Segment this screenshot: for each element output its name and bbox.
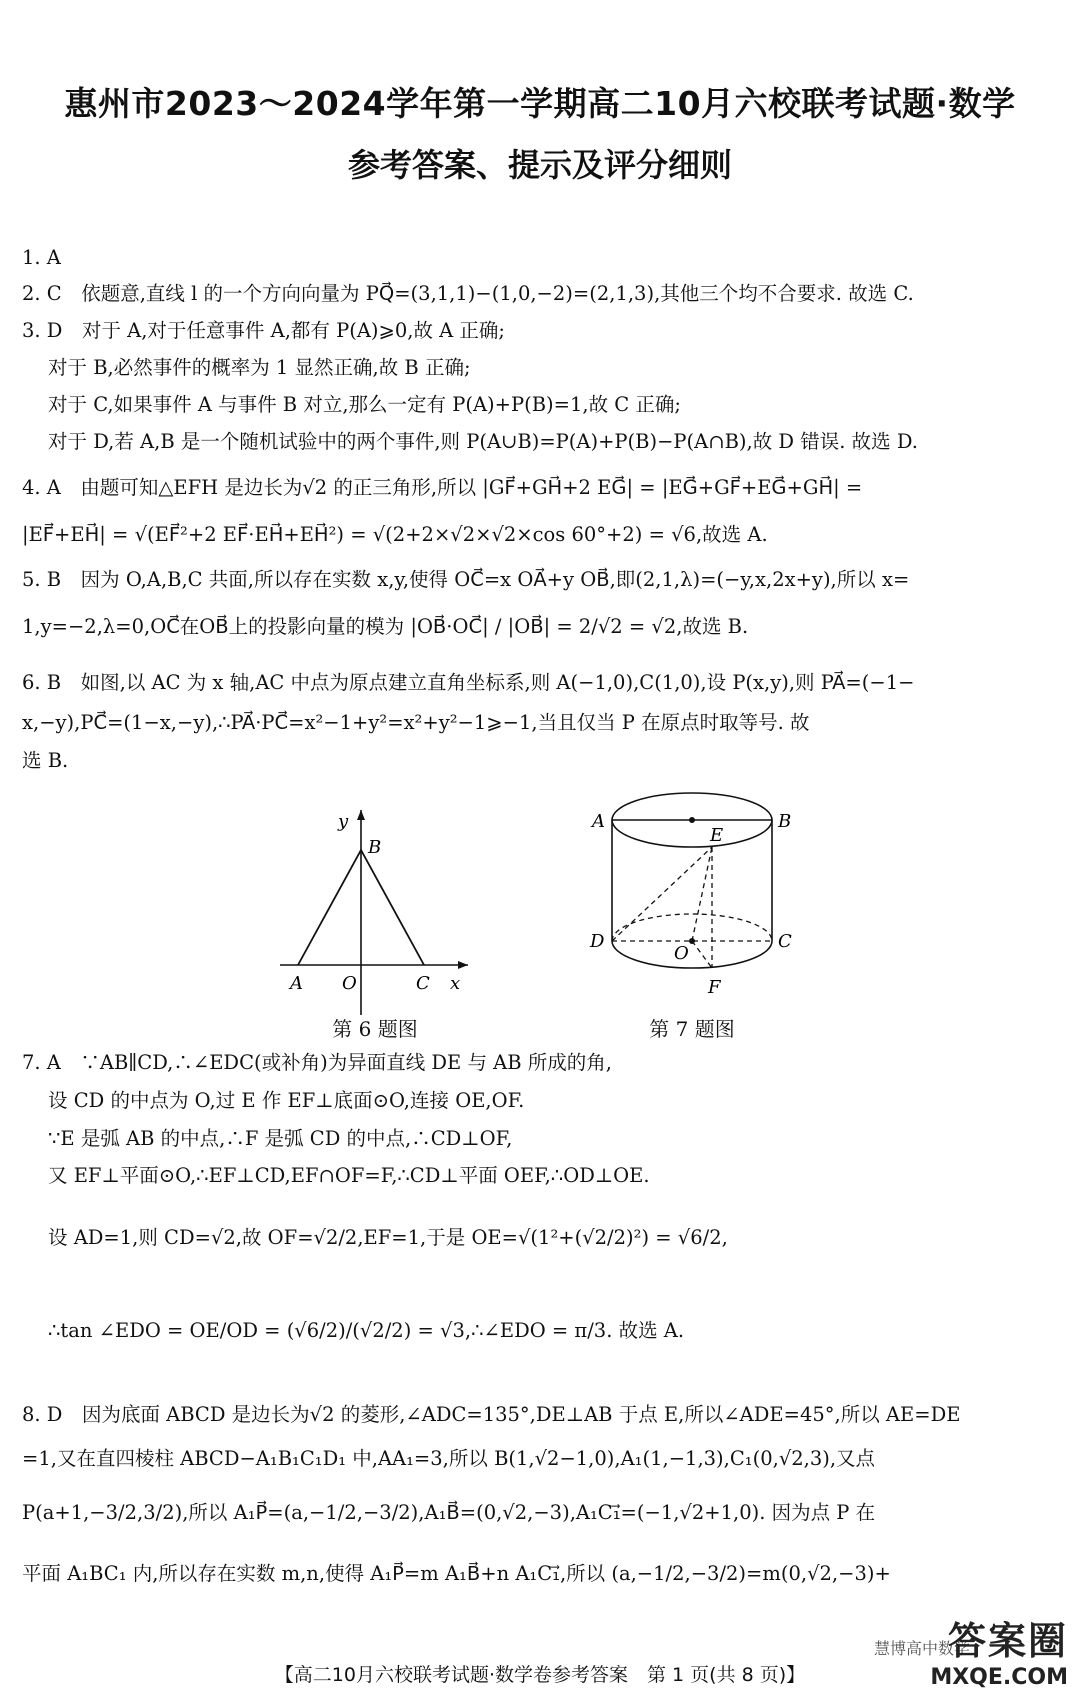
watermark-logo <box>930 1610 1068 1690</box>
label-e: E <box>710 825 724 846</box>
label-f: F <box>708 977 721 998</box>
label-d: D <box>590 931 605 952</box>
answer-line: 对于 B,必然事件的概率为 1 显然正确,故 B 正确; <box>48 356 471 379</box>
answer-line: 设 CD 的中点为 O,过 E 作 EF⊥底面⊙O,连接 OE,OF. <box>48 1089 525 1112</box>
answer-line: ∵E 是弧 AB 的中点,∴F 是弧 CD 的中点,∴CD⊥OF, <box>48 1127 513 1150</box>
answer-line: 5. B 因为 O,A,B,C 共面,所以存在实数 x,y,使得 OC⃗=x OA⃗+y OB⃗,即(2,1,λ)=(−y,x,2x+y),所以 x= <box>22 568 910 591</box>
label-a: A <box>290 973 303 994</box>
label-o: O <box>674 943 689 964</box>
page-subtitle: 参考答案、提示及评分细则 <box>347 146 732 184</box>
answer-line: 又 EF⊥平面⊙O,∴EF⊥CD,EF∩OF=F,∴CD⊥平面 OEF,∴OD⊥OE. <box>48 1164 650 1187</box>
answer-line: P(a+1,−3/2,3/2),所以 A₁P⃗=(a,−1/2,−3/2),A₁B⃗=(0,√2,−3),A₁C₁⃗=(−1,√2+1,0). 因为点 P 在 <box>22 1501 876 1524</box>
figure-6-caption: 第 6 题图 <box>332 1017 418 1041</box>
page-footer: 【高二10月六校联考试题·数学卷参考答案 第 1 页(共 8 页)】 <box>274 1664 806 1686</box>
label-x: x <box>450 973 461 994</box>
answer-line: 2. C 依题意,直线 l 的一个方向向量为 PQ⃗=(3,1,1)−(1,0,−2)=(2,1,3),其他三个均不合要求. 故选 C. <box>22 282 914 305</box>
figure-7-cylinder-diagram <box>580 785 800 1013</box>
answer-line: 1,y=−2,λ=0,OC⃗在OB⃗上的投影向量的模为 |OB⃗·OC⃗| / |OB⃗| = 2/√2 = √2,故选 B. <box>22 615 749 638</box>
label-c: C <box>416 973 430 994</box>
answer-line: 4. A 由题可知△EFH 是边长为√2 的正三角形,所以 |GF⃗+GH⃗+2 EG⃗| = |EG⃗+GF⃗+EG⃗+GH⃗| = <box>22 476 863 499</box>
label-o: O <box>342 973 357 994</box>
watermark-text: 答案圈 <box>947 1619 1068 1663</box>
watermark-url: MXQE.COM <box>930 1665 1068 1690</box>
label-y: y <box>338 811 349 832</box>
x-axis-arrow <box>458 961 468 969</box>
y-axis-arrow <box>357 810 365 820</box>
answer-line: 1. A <box>22 246 61 269</box>
answer-line: 设 AD=1,则 CD=√2,故 OF=√2/2,EF=1,于是 OE=√(1²+(√2/2)²) = √6/2, <box>48 1226 728 1249</box>
answer-line: 平面 A₁BC₁ 内,所以存在实数 m,n,使得 A₁P⃗=m A₁B⃗+n A₁C₁⃗,所以 (a,−1/2,−3/2)=m(0,√2,−3)+ <box>22 1562 891 1585</box>
answer-line: x,−y),PC⃗=(1−x,−y),∴PA⃗·PC⃗=x²−1+y²=x²+y²−1⩾−1,当且仅当 P 在原点时取等号. 故 <box>22 711 810 734</box>
watermark-caption: 慧博高中数学 <box>873 1639 970 1658</box>
answer-line: 选 B. <box>22 749 69 772</box>
answer-line: 3. D 对于 A,对于任意事件 A,都有 P(A)⩾0,故 A 正确; <box>22 319 506 342</box>
label-c: C <box>778 931 792 952</box>
label-a: A <box>592 811 605 832</box>
answer-line: 对于 D,若 A,B 是一个随机试验中的两个事件,则 P(A∪B)=P(A)+P(B)−P(A∩B),故 D 错误. 故选 D. <box>48 430 918 453</box>
answer-line: =1,又在直四棱柱 ABCD−A₁B₁C₁D₁ 中,AA₁=3,所以 B(1,√2−1,0),A₁(1,−1,3),C₁(0,√2,3),又点 <box>22 1447 876 1470</box>
answer-line: 7. A ∵AB∥CD,∴∠EDC(或补角)为异面直线 DE 与 AB 所成的角, <box>22 1051 612 1074</box>
figure-7-caption: 第 7 题图 <box>649 1017 735 1041</box>
page-title: 惠州市2023～2024学年第一学期高二10月六校联考试题·数学 <box>64 84 1016 123</box>
answer-line: 6. B 如图,以 AC 为 x 轴,AC 中点为原点建立直角坐标系,则 A(−1,0),C(1,0),设 P(x,y),则 PA⃗=(−1− <box>22 671 915 694</box>
label-b: B <box>778 811 792 832</box>
answer-line: 对于 C,如果事件 A 与事件 B 对立,那么一定有 P(A)+P(B)=1,故 C 正确; <box>48 393 681 416</box>
answer-line: ∴tan ∠EDO = OE/OD = (√6/2)/(√2/2) = √3,∴∠EDO = π/3. 故选 A. <box>48 1319 685 1342</box>
answer-line: |EF⃗+EH⃗| = √(EF⃗²+2 EF⃗·EH⃗+EH⃗²) = √(2+2×√2×√2×cos 60°+2) = √6,故选 A. <box>22 523 768 546</box>
figure-6-triangle-diagram <box>280 805 480 1020</box>
label-b: B <box>368 837 382 858</box>
answer-line: 8. D 因为底面 ABCD 是边长为√2 的菱形,∠ADC=135°,DE⊥AB 于点 E,所以∠ADE=45°,所以 AE=DE <box>22 1403 961 1426</box>
